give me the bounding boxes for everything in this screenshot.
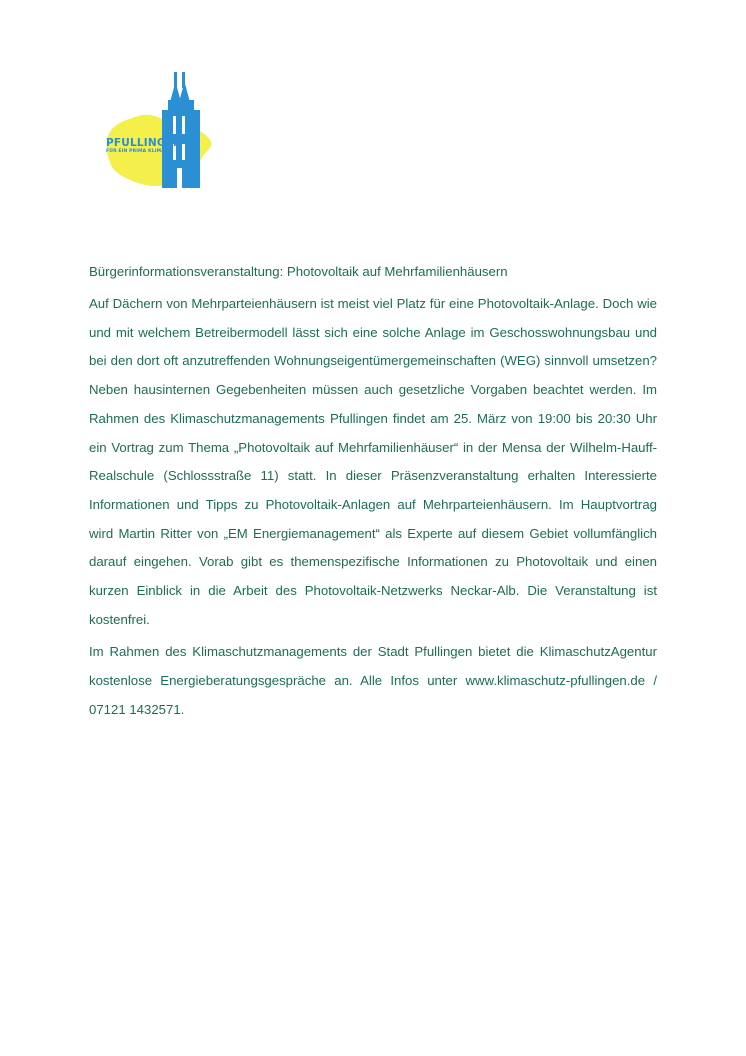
tower-icon <box>162 72 200 188</box>
logo-title: PFULLINGEN <box>106 137 183 149</box>
paragraph-event: Auf Dächern von Mehrparteienhäusern ist meist viel Platz für eine Photovoltaik-Anlage. Doch wie und mit welchem Betreibermodell lässt sich eine solche Anlage im Geschosswohnungsbau und bei den dort oft anzutreffenden Wohnungseigentümergemeinschaften (WEG) sinnvoll umsetzen? Neben hausinternen Gegebenheiten müssen auch gesetzliche Vorgaben beachtet werden. Im Rahmen des Klimaschutzmanagements Pfullingen findet am 25. März von 19:00 bis 20:30 Uhr ein Vortrag zum Thema „Photovoltaik auf Mehrfamilienhäuser“ in der Mensa der Wilhelm-Hauff-Realschule (Schlossstraße 11) statt. In dieser Präsenzveranstaltung erhalten Interessierte Informationen und Tipps zu Photovoltaik-Anlagen auf Mehrparteienhäusern. Im Hauptvortrag wird Martin Ritter von „EM Energiemanagement“ als Experte auf diesem Gebiet vollumfänglich darauf eingehen. Vorab gibt es themenspezifische Informationen zu Photovoltaik und einen kurzen Einblick in die Arbeit des Photovoltaik-Netzwerks Neckar-Alb. Die Veranstaltung ist kostenfrei. <box>89 296 657 627</box>
document-body <box>89 258 657 729</box>
paragraph-contact: Im Rahmen des Klimaschutzmanagements der Stadt Pfullingen bietet die KlimaschutzAgentur kostenlose Energieberatungsgespräche an. Alle Infos unter www.klimaschutz-pfullingen.de / 07121 1432571. <box>89 644 657 717</box>
logo-graphic <box>104 70 214 190</box>
document-headline: Bürgerinformationsveranstaltung: Photovoltaik auf Mehrfamilienhäusern <box>89 264 508 279</box>
logo-subtitle: FÜR EIN PRIMA KLIMA <box>106 148 165 154</box>
pfullingen-logo <box>104 70 214 190</box>
logo-wordmark <box>106 138 182 154</box>
